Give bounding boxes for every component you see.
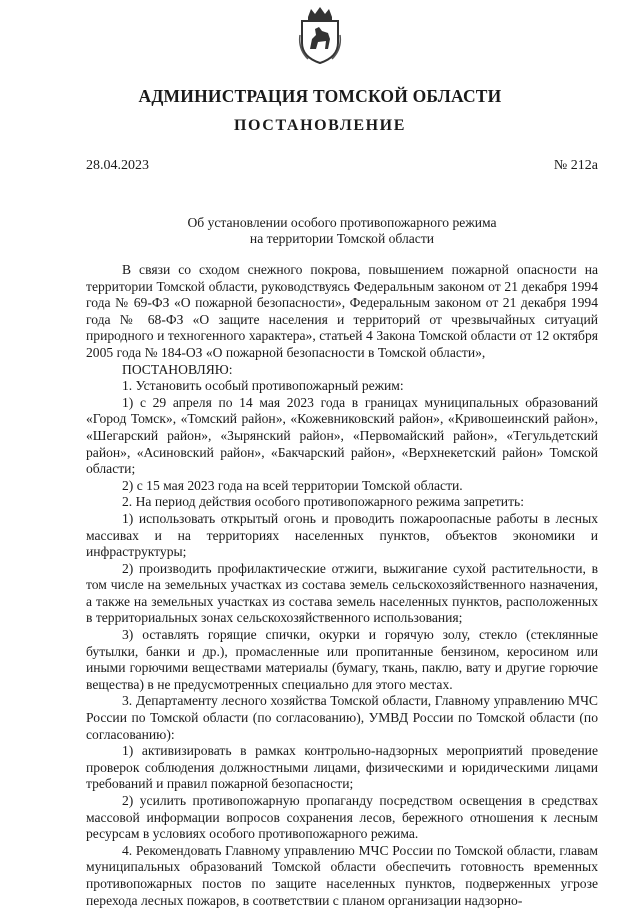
organization-title: АДМИНИСТРАЦИЯ ТОМСКОЙ ОБЛАСТИ xyxy=(138,86,502,106)
document-date: 28.04.2023 xyxy=(86,158,149,173)
decree-word: ПОСТАНОВЛЯЮ: xyxy=(122,361,233,377)
subclause-paragraph: 1) с 29 апреля по 14 мая 2023 года в границах муниципальных образований «Город Томск», «Томский район», «Кожевниковский район», «Кривошеинский район», «Шегарский район», «Зырянский район», «Первомайский район», «Тегульдетский район», «Асиновский район», «Бакчарский район», «Верхнекетский район» Томской области; xyxy=(86,394,598,477)
document-body xyxy=(86,262,598,909)
document-type: ПОСТАНОВЛЕНИЕ xyxy=(234,117,406,134)
document-subject xyxy=(86,215,598,247)
subject-line: на территории Томской области xyxy=(249,231,435,246)
subclause-paragraph: 2) усилить противопожарную пропаганду посредством освещения в средствах массовой информации вопросов сохранения лесов, бережного отношения к лесным ресурсам в условиях особого противопожарного режима. xyxy=(86,793,598,842)
clause-paragraph: 3. Департаменту лесного хозяйства Томской области, Главному управлению МЧС России по Томской области (по согласованию), УМВД России по Томской области (по согласованию): xyxy=(86,693,598,742)
subclause-paragraph: 3) оставлять горящие спички, окурки и горячую золу, стекло (стеклянные бутылки, банки и др.), промасленные или пропитанные бензином, керосином или иными горючими веществами материалы (бумагу, ткань, паклю, вату и другие горючие вещества) в не предусмотренных специально для этого местах. xyxy=(86,627,598,692)
preamble-paragraph: В связи со сходом снежного покрова, повышением пожарной опасности на территории Томской области, руководствуясь Федеральным законом от 21 декабря 1994 года № 69-ФЗ «О пожарной безопасности», Федеральным законом от 21 декабря 1994 года № 68-ФЗ «О защите населения и территорий от чрезвычайных ситуаций природного и техногенного характера», статьей 4 Закона Томской области от 12 октября 2005 года № 184-ОЗ «О пожарной безопасности в Томской области», xyxy=(86,262,598,360)
clause-paragraph: 4. Рекомендовать Главному управлению МЧС России по Томской области, главам муниципальных образований Томской области обеспечить готовность временных противопожарных постов по защите населенных пунктов, подверженных угрозе перехода лесных пожаров, в соответствии с планом организации надзорно- xyxy=(86,842,598,908)
subclause-paragraph: 2) производить профилактические отжиги, выжигание сухой растительности, в том числе на земельных участках из состава земель сельскохозяйственного назначения, а также на земельных участках из состава земель населенных пунктов, расположенных в территориальных зонах сельскохозяйственного использования; xyxy=(86,560,598,626)
subclause-paragraph: 2) с 15 мая 2023 года на всей территории Томской области. xyxy=(122,477,463,493)
subject-line: Об установлении особого противопожарного режима xyxy=(187,215,497,230)
document-number: № 212а xyxy=(553,158,598,173)
subclause-paragraph: 1) активизировать в рамках контрольно-надзорных мероприятий проведение проверок соблюдения должностными лицами, физическими и юридическими лицами требований и правил пожарной безопасности; xyxy=(86,743,598,792)
clause-paragraph: 1. Установить особый противопожарный режим: xyxy=(122,378,404,394)
clause-paragraph: 2. На период действия особого противопожарного режима запретить: xyxy=(122,494,524,510)
subclause-paragraph: 1) использовать открытый огонь и проводить пожароопасные работы в лесных массивах и на территориях населенных пунктов, объектов экономики и инфраструктуры; xyxy=(86,510,598,560)
tomsk-region-coat-of-arms-icon xyxy=(298,5,342,65)
